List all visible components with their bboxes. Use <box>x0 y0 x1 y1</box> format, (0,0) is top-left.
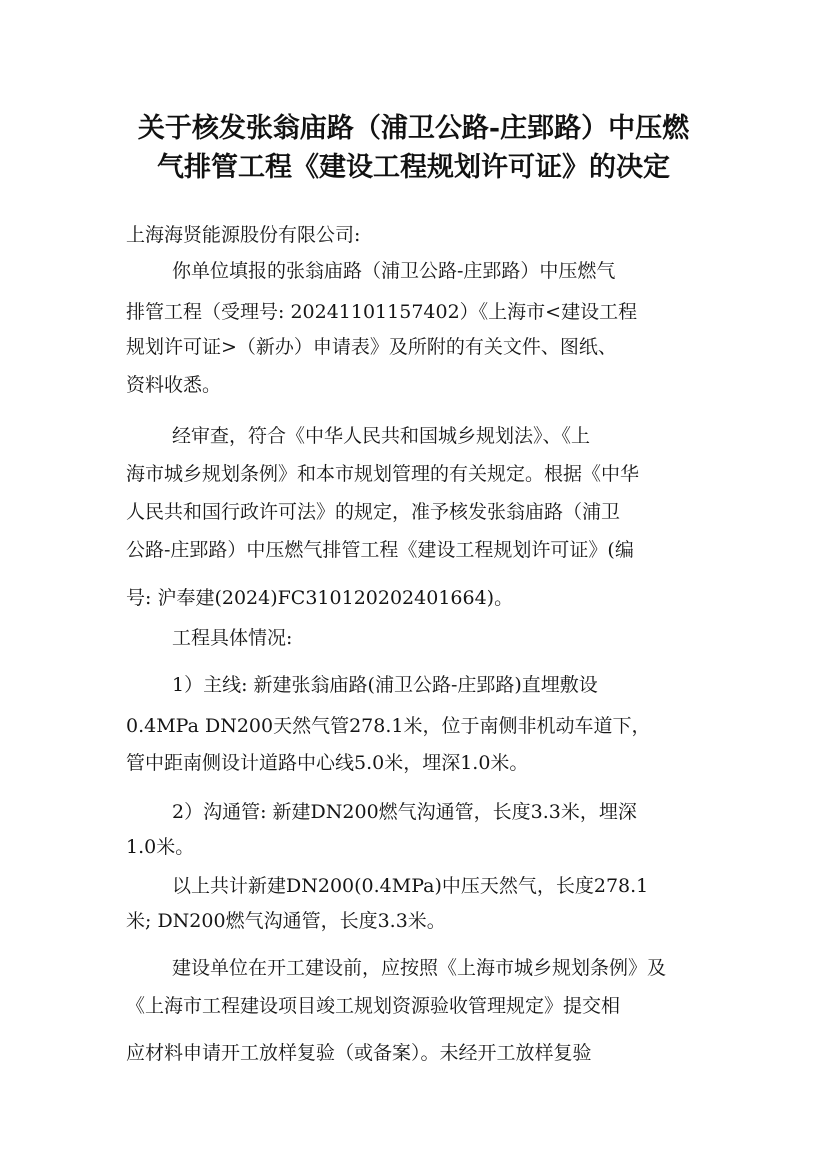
item-2-line-2: 1.0米。 <box>126 836 195 858</box>
item-1-line-2: 0.4MPa DN200天然气管278.1米，位于南侧非机动车道下， <box>126 715 651 737</box>
document-title-line-2: 气排管工程《建设工程规划许可证》的决定 <box>157 152 670 183</box>
item-2-line-1: 2）沟通管: 新建DN200燃气沟通管，长度3.3米，埋深 <box>172 801 637 823</box>
paragraph-last-line-2: 《上海市工程建设项目竣工规划资源验收管理规定》提交相 <box>126 995 621 1017</box>
item-1-line-3: 管中距南侧设计道路中心线5.0米，埋深1.0米。 <box>126 752 529 774</box>
paragraph-2-line-2: 海市城乡规划条例》和本市规划管理的有关规定。根据《中华 <box>126 463 640 485</box>
paragraph-1-line-4: 资料收悉。 <box>126 374 222 396</box>
paragraph-2-line-4: 公路-庄郢路）中压燃气排管工程《建设工程规划许可证》(编 <box>126 539 634 561</box>
paragraph-2-line-1: 经审查，符合《中华人民共和国城乡规划法》、《上 <box>172 425 591 447</box>
paragraph-1-line-3: 规划许可证>（新办）申请表》及所附的有关文件、图纸、 <box>126 336 617 358</box>
item-1-line-1: 1）主线: 新建张翁庙路(浦卫公路-庄郢路)直埋敷设 <box>172 674 598 696</box>
paragraph-last-line-3: 应材料申请开工放样复验（或备案）。未经开工放样复验 <box>126 1042 592 1064</box>
summary-line-1: 以上共计新建DN200(0.4MPa)中压天然气，长度278.1 <box>172 875 649 897</box>
summary-line-2: 米; DN200燃气沟通管，长度3.3米。 <box>126 910 446 932</box>
section-heading: 工程具体情况: <box>172 627 293 649</box>
paragraph-1-line-1: 你单位填报的张翁庙路（浦卫公路-庄郢路）中压燃气 <box>172 260 616 282</box>
document-title-line-1: 关于核发张翁庙路（浦卫公路-庄郢路）中压燃 <box>137 113 690 144</box>
paragraph-1-line-2: 排管工程（受理号: 20241101157402）《上海市<建设工程 <box>126 301 638 323</box>
paragraph-last-line-1: 建设单位在开工建设前，应按照《上海市城乡规划条例》及 <box>172 957 667 979</box>
addressee: 上海海贤能源股份有限公司: <box>126 224 361 246</box>
paragraph-2-line-5: 号: 沪奉建(2024)FC310120202401664)。 <box>126 587 514 609</box>
paragraph-2-line-3: 人民共和国行政许可法》的规定，准予核发张翁庙路（浦卫 <box>126 501 621 523</box>
